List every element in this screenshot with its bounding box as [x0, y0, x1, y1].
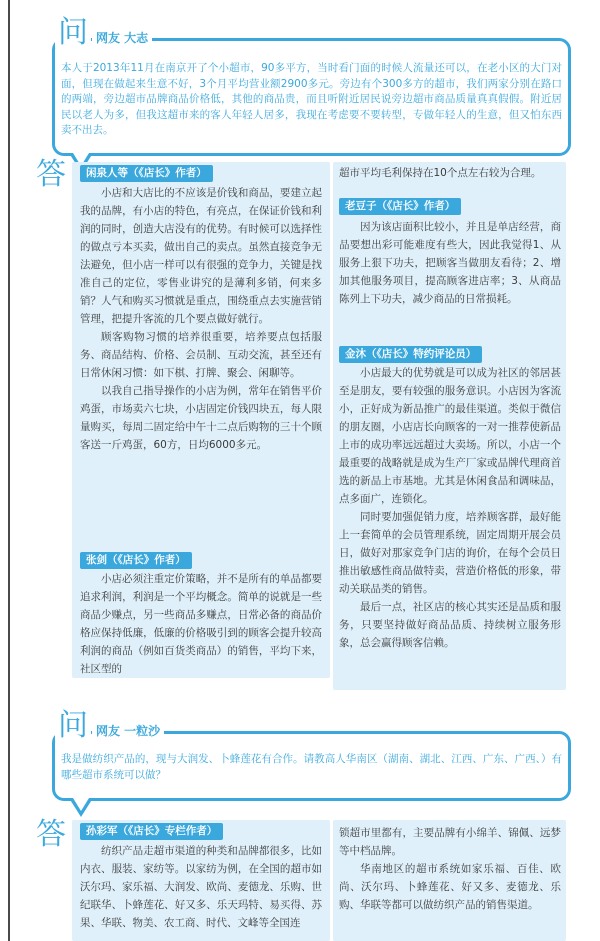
answer-body — [339, 164, 561, 182]
netizen-name-1: 网友 大志 — [92, 29, 152, 46]
answer-body — [339, 218, 561, 308]
answer-body — [80, 184, 322, 454]
netizen-name-2: 网友 一粒沙 — [92, 722, 164, 739]
paragraph: 以我自己指导操作的小店为例，常年在销售平价鸡蛋，市场卖六七块，小店固定价钱四块五，每人限量购买，每周二固定给中午十二点后购物的三十个顾客送一斤鸡蛋，60方，日均6000多元。 — [80, 385, 322, 451]
author-label: 孙彩军（《店长》专栏作者） — [80, 823, 223, 840]
bubble-tail-inner — [73, 798, 89, 811]
paragraph: 同时要加强促销力度，培养顾客群，最好能上一套简单的会员管理系统，固定周期开展会员日，做好对那家竞争门店的询价，在每个会员日推出敏感性商品做特卖，营造价格低的形象，带动关联品类的销售。 — [339, 511, 561, 595]
answer-glyph-2: 答 — [36, 817, 66, 852]
question-bubble-2 — [52, 731, 571, 801]
paragraph: 华南地区的超市系统如家乐福、百佳、欧尚、沃尔玛、卜蜂莲花、好又多、麦德龙、乐购、华联等都可以做纺织产品的销售渠道。 — [339, 863, 561, 911]
paragraph: 小店必须注重定价策略，并不是所有的单品都要追求利润，利润是一个平均概念。简单的说就是一些商品少赚点，另一些商品多赚点，日常必备的商品价格应保持低廉，低廉的价格吸引到的顾客会提升较高利润的商品（例如百货类商品）的销售，平均下来，社区型的 — [80, 573, 322, 675]
answer-panel-left-1 — [72, 162, 330, 678]
paragraph: 小店和大店比的不应该是价钱和商品，要建立起我的品牌，有小店的特色，有亮点，在保证价钱和利润的同时，创造大店没有的优势。有时候可以选择性的做点亏本买卖，做出自己的卖点。虽然直接竞争无法避免，但小店一样可以有很强的竞争力，关键是找准自己的定位，零售业讲究的是薄利多销，何来多销？人气和购买习惯就是重点，围绕重点去实施营销管理，把提升客流的几个要点做好就行。 — [80, 187, 322, 325]
author-label: 金沐（《店长》特约评论员） — [339, 346, 482, 363]
answer-body — [339, 824, 561, 914]
question-glyph-1: 问 — [55, 18, 91, 48]
question-bubble-1 — [52, 38, 571, 156]
paragraph: 最后一点，社区店的核心其实还是品质和服务，只要坚持做好商品品质、持续树立服务形象，总会赢得顾客信赖。 — [339, 601, 561, 649]
answer-body — [80, 842, 322, 932]
paragraph: 小店最大的优势就是可以成为社区的邻居甚至是朋友，要有较强的服务意识。小店因为客流小，正好成为新品推广的最佳渠道。类似于微信的朋友圈，小店店长向顾客的一对一推荐使新品上市的成功率远远超过大卖场。所以，小店一个最重要的战略就是成为生产厂家或品牌代理商首选的新品上市基地。尤其是休闲食品和调味品，点多面广，连锁化。 — [339, 367, 561, 505]
author-label: 闲泉人等（《店长》作者） — [80, 165, 213, 182]
question-text-1: 本人于2013年11月在南京开了个小超市，90多平方，当时看门面的时候人流量还可以，在老小区的大门对面，但现在做起来生意不好，3个月平均营业额2900多元。旁边有个300多方的超市，我们两家分别在路口的两端，旁边超市品牌商品价格低，其他的商品贵，而且听附近居民说旁边超市商品质量真真假假。附近居民以老人为多，但我这超市来的客人年轻人居多，我现在考虑要不要转型，专做年轻人的生意，但又怕东西卖不出去。 — [61, 62, 562, 136]
continued-text: 超市平均毛利保持在10个点左右较为合理。 — [339, 167, 542, 179]
paragraph: 因为该店面积比较小，并且是单店经营，商品要想出彩可能难度有些大，因此我觉得1、从服务上狠下功夫，把顾客当做朋友看待；2、增加其他服务项目，提高顾客进店率；3、从商品陈列上下功夫，减少商品的日常损耗。 — [339, 221, 561, 305]
question-text-2: 我是做纺织产品的，现与大润发、卜蜂莲花有合作。请教高人华南区（湖南、湖北、江西、广东、广西、）有哪些超市系统可以做？ — [61, 753, 562, 781]
page-margin-rule — [8, 0, 10, 941]
answer-body — [339, 364, 561, 652]
continued-text: 锁超市里都有，主要品牌有小绵羊、锦佩、远梦等中档品牌。 — [339, 827, 561, 857]
paragraph: 顾客购物习惯的培养很重要，培养要点包括服务、商品结构、价格、会员制、互动交流，甚至还有日常休闲习惯：如下棋、打牌、聚会、闲聊等。 — [80, 331, 322, 379]
answer-panel-right-1 — [333, 162, 566, 690]
author-label: 张剑（《店长》作者） — [80, 552, 192, 569]
answer-glyph-1: 答 — [36, 157, 66, 192]
question-glyph-2: 问 — [55, 711, 91, 741]
answer-panel-left-2 — [72, 820, 330, 941]
paragraph: 纺织产品走超市渠道的种类和品牌都很多，比如内衣、服装、家纺等。以家纺为例，在全国的超市如沃尔玛、家乐福、大润发、欧尚、麦德龙、乐购、世纪联华、卜蜂莲花、好又多、乐天玛特、易买得、苏果、华联、物美、农工商、时代、文峰等全国连 — [80, 845, 322, 929]
answer-body — [80, 570, 322, 678]
author-label: 老豆子（《店长》作者） — [339, 198, 461, 215]
answer-panel-right-2 — [333, 820, 566, 941]
